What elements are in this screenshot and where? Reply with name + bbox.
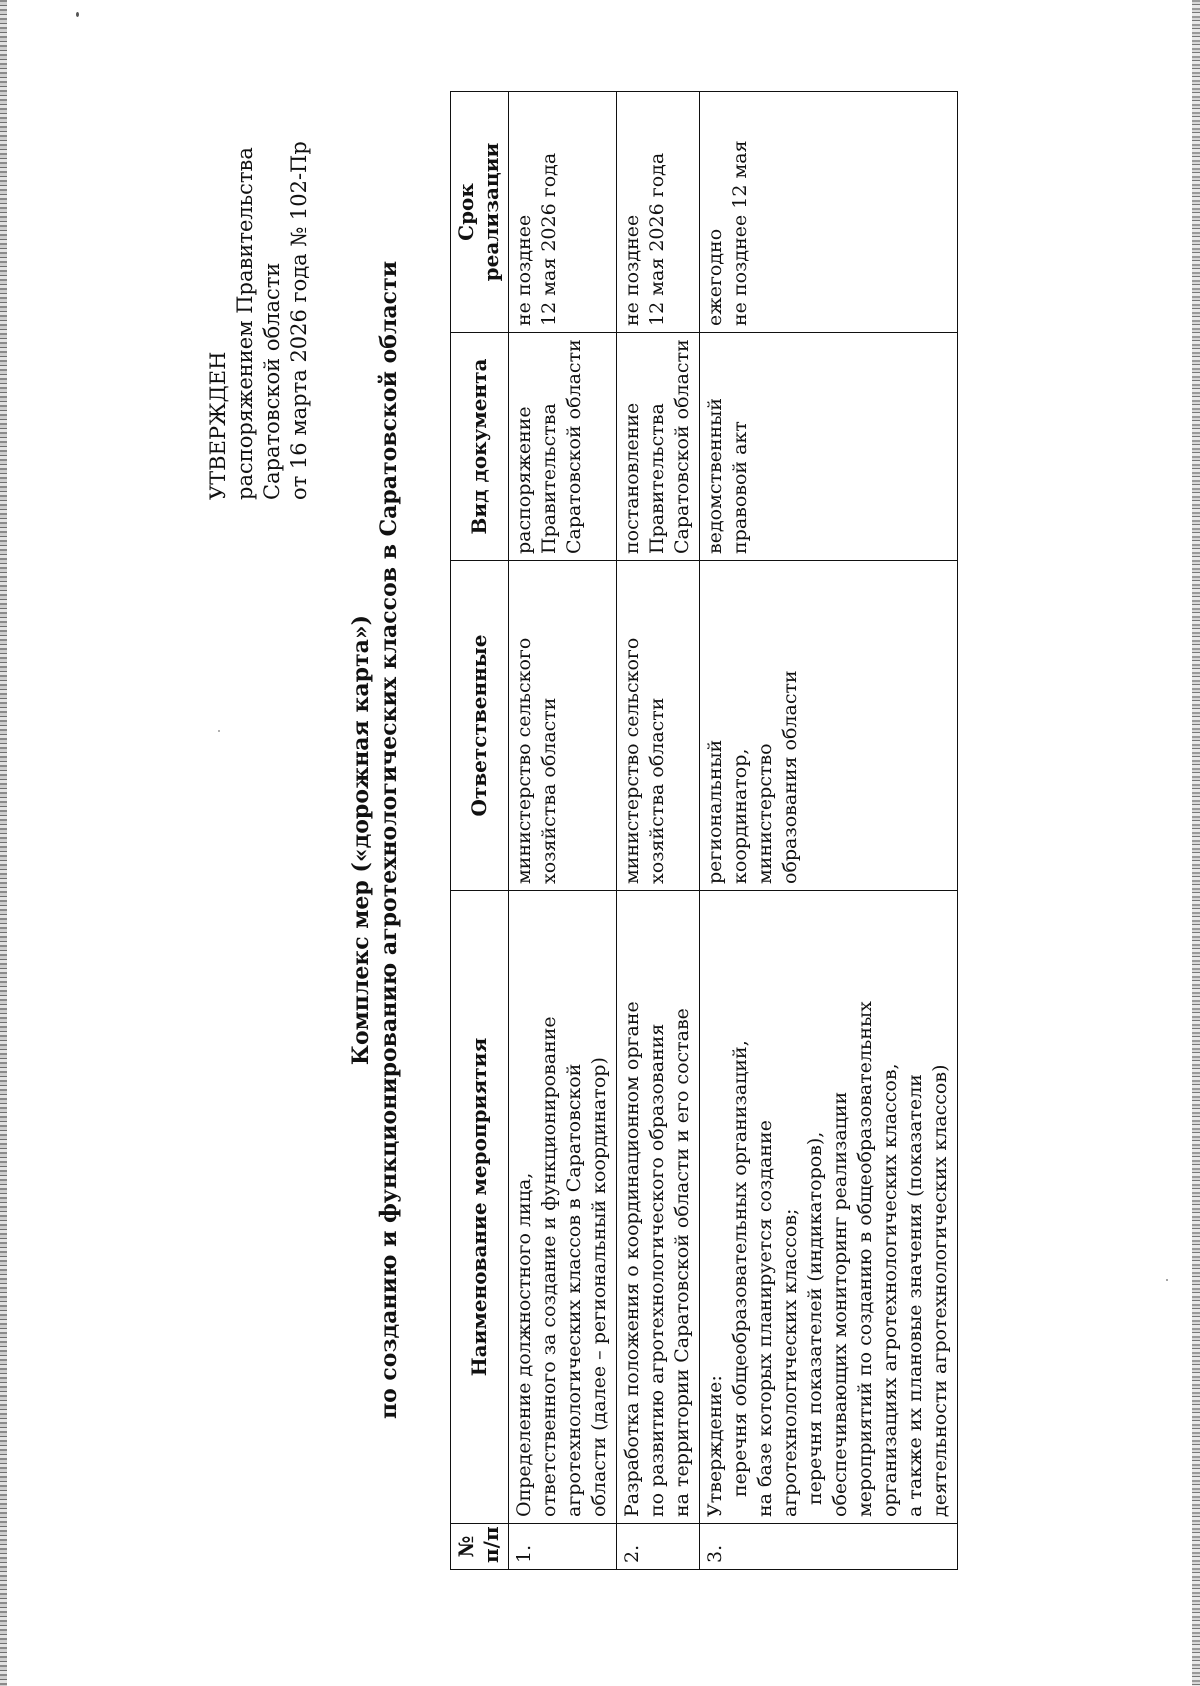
document-type-line: правовой акт <box>729 421 751 554</box>
responsible-line: региональный <box>704 739 726 884</box>
row-number: 1. <box>509 1524 617 1570</box>
scan-speck <box>1166 1279 1168 1281</box>
approval-block <box>205 100 313 500</box>
event-name-line: обеспечивающих мониторинг реализации <box>829 1091 851 1517</box>
responsible-line: министерство сельского <box>513 637 535 884</box>
term-line: ежегодно <box>704 228 726 326</box>
table-header-row <box>451 92 509 1570</box>
term-cell <box>700 92 958 333</box>
document-title: Комплекс мер («дорожная карта») <box>348 614 374 1066</box>
table-row <box>617 92 700 1570</box>
event-name-line: перечня показателей (индикаторов), <box>804 1131 826 1505</box>
event-name-cell <box>617 891 700 1524</box>
event-name-line: на базе которых планируется создание <box>754 1120 776 1517</box>
event-name-line: на территории Саратовской области и его составе <box>671 1008 693 1517</box>
event-name-cell <box>700 891 958 1524</box>
event-name-line: мероприятий по созданию в общеобразовательных <box>854 1001 876 1517</box>
approval-date-number: от 16 марта 2026 года № 102-Пр <box>287 141 311 500</box>
approval-line: распоряжением Правительства <box>233 147 257 500</box>
event-name-line: области (далее – региональный координатор) <box>588 1057 610 1517</box>
term-line: не позднее <box>621 214 643 326</box>
scan-left-edge <box>0 0 7 1686</box>
term-line: не позднее <box>513 214 535 326</box>
row-number: 3. <box>700 1524 958 1570</box>
responsible-line: координатор, <box>729 748 751 884</box>
table-row <box>509 92 617 1570</box>
header-responsible: Ответственные <box>451 561 509 891</box>
event-name-line: ответственного за создание и функционирование <box>538 1016 560 1517</box>
responsible-cell <box>700 561 958 891</box>
term-cell <box>617 92 700 333</box>
document-type-line: Саратовской области <box>563 339 585 554</box>
event-name-line: по развитию агротехнологического образования <box>646 1023 668 1517</box>
document-type-line: постановление <box>621 402 643 554</box>
scan-speck <box>76 12 79 17</box>
responsible-line: министерство сельского <box>621 637 643 884</box>
responsible-line: министерство <box>754 743 776 884</box>
responsible-cell <box>617 561 700 891</box>
header-number-line: п/п <box>479 1526 503 1563</box>
table-row <box>700 92 958 1570</box>
header-number <box>451 1524 509 1570</box>
document-type-cell <box>700 333 958 561</box>
document-type-line: Правительства <box>538 403 560 554</box>
header-event-name: Наименование мероприятия <box>451 891 509 1524</box>
responsible-cell <box>509 561 617 891</box>
document-type-cell <box>509 333 617 561</box>
event-name-line: организациях агротехнологических классов, <box>879 1063 901 1517</box>
row-number: 2. <box>617 1524 700 1570</box>
roadmap-table <box>450 91 958 1570</box>
event-name-line: а также их плановые значения (показатели <box>904 1074 926 1517</box>
document-type-cell <box>617 333 700 561</box>
header-term-line: реализации <box>479 142 503 282</box>
event-name-line: перечня общеобразовательных организаций, <box>729 1040 751 1497</box>
event-name-line: Определение должностного лица, <box>513 1172 535 1517</box>
header-number-line: № <box>454 1535 478 1558</box>
event-name-line: агротехнологических классов; <box>779 1208 801 1517</box>
approval-heading: УТВЕРЖДЕН <box>206 351 230 500</box>
responsible-line: хозяйства области <box>538 697 560 884</box>
header-term <box>451 92 509 333</box>
header-document-type: Вид документа <box>451 333 509 561</box>
event-name-cell <box>509 891 617 1524</box>
document-type-line: Правительства <box>646 403 668 554</box>
scan-right-edge <box>1192 0 1200 1686</box>
approval-line: Саратовской области <box>260 262 284 500</box>
event-name-line: Утверждение: <box>704 1375 726 1517</box>
rotated-content <box>95 90 1135 1590</box>
term-cell <box>509 92 617 333</box>
term-line: 12 мая 2026 года <box>646 152 668 326</box>
document-type-line: ведомственный <box>704 397 726 554</box>
term-line: 12 мая 2026 года <box>538 152 560 326</box>
document-type-line: распоряжение <box>513 406 535 554</box>
responsible-line: хозяйства области <box>646 697 668 884</box>
event-name-line: агротехнологических классов в Саратовской <box>563 1063 585 1517</box>
term-line: не позднее 12 мая <box>729 140 751 326</box>
event-name-line: Разработка положения о координационном органе <box>621 1001 643 1517</box>
responsible-line: образования области <box>779 670 801 884</box>
event-name-line: деятельности агротехнологических классов) <box>929 1064 951 1517</box>
document-type-line: Саратовской области <box>671 339 693 554</box>
header-term-line: Срок <box>454 183 478 241</box>
document-subtitle: по созданию и функционированию агротехнологических классов в Саратовской области <box>376 260 402 1420</box>
